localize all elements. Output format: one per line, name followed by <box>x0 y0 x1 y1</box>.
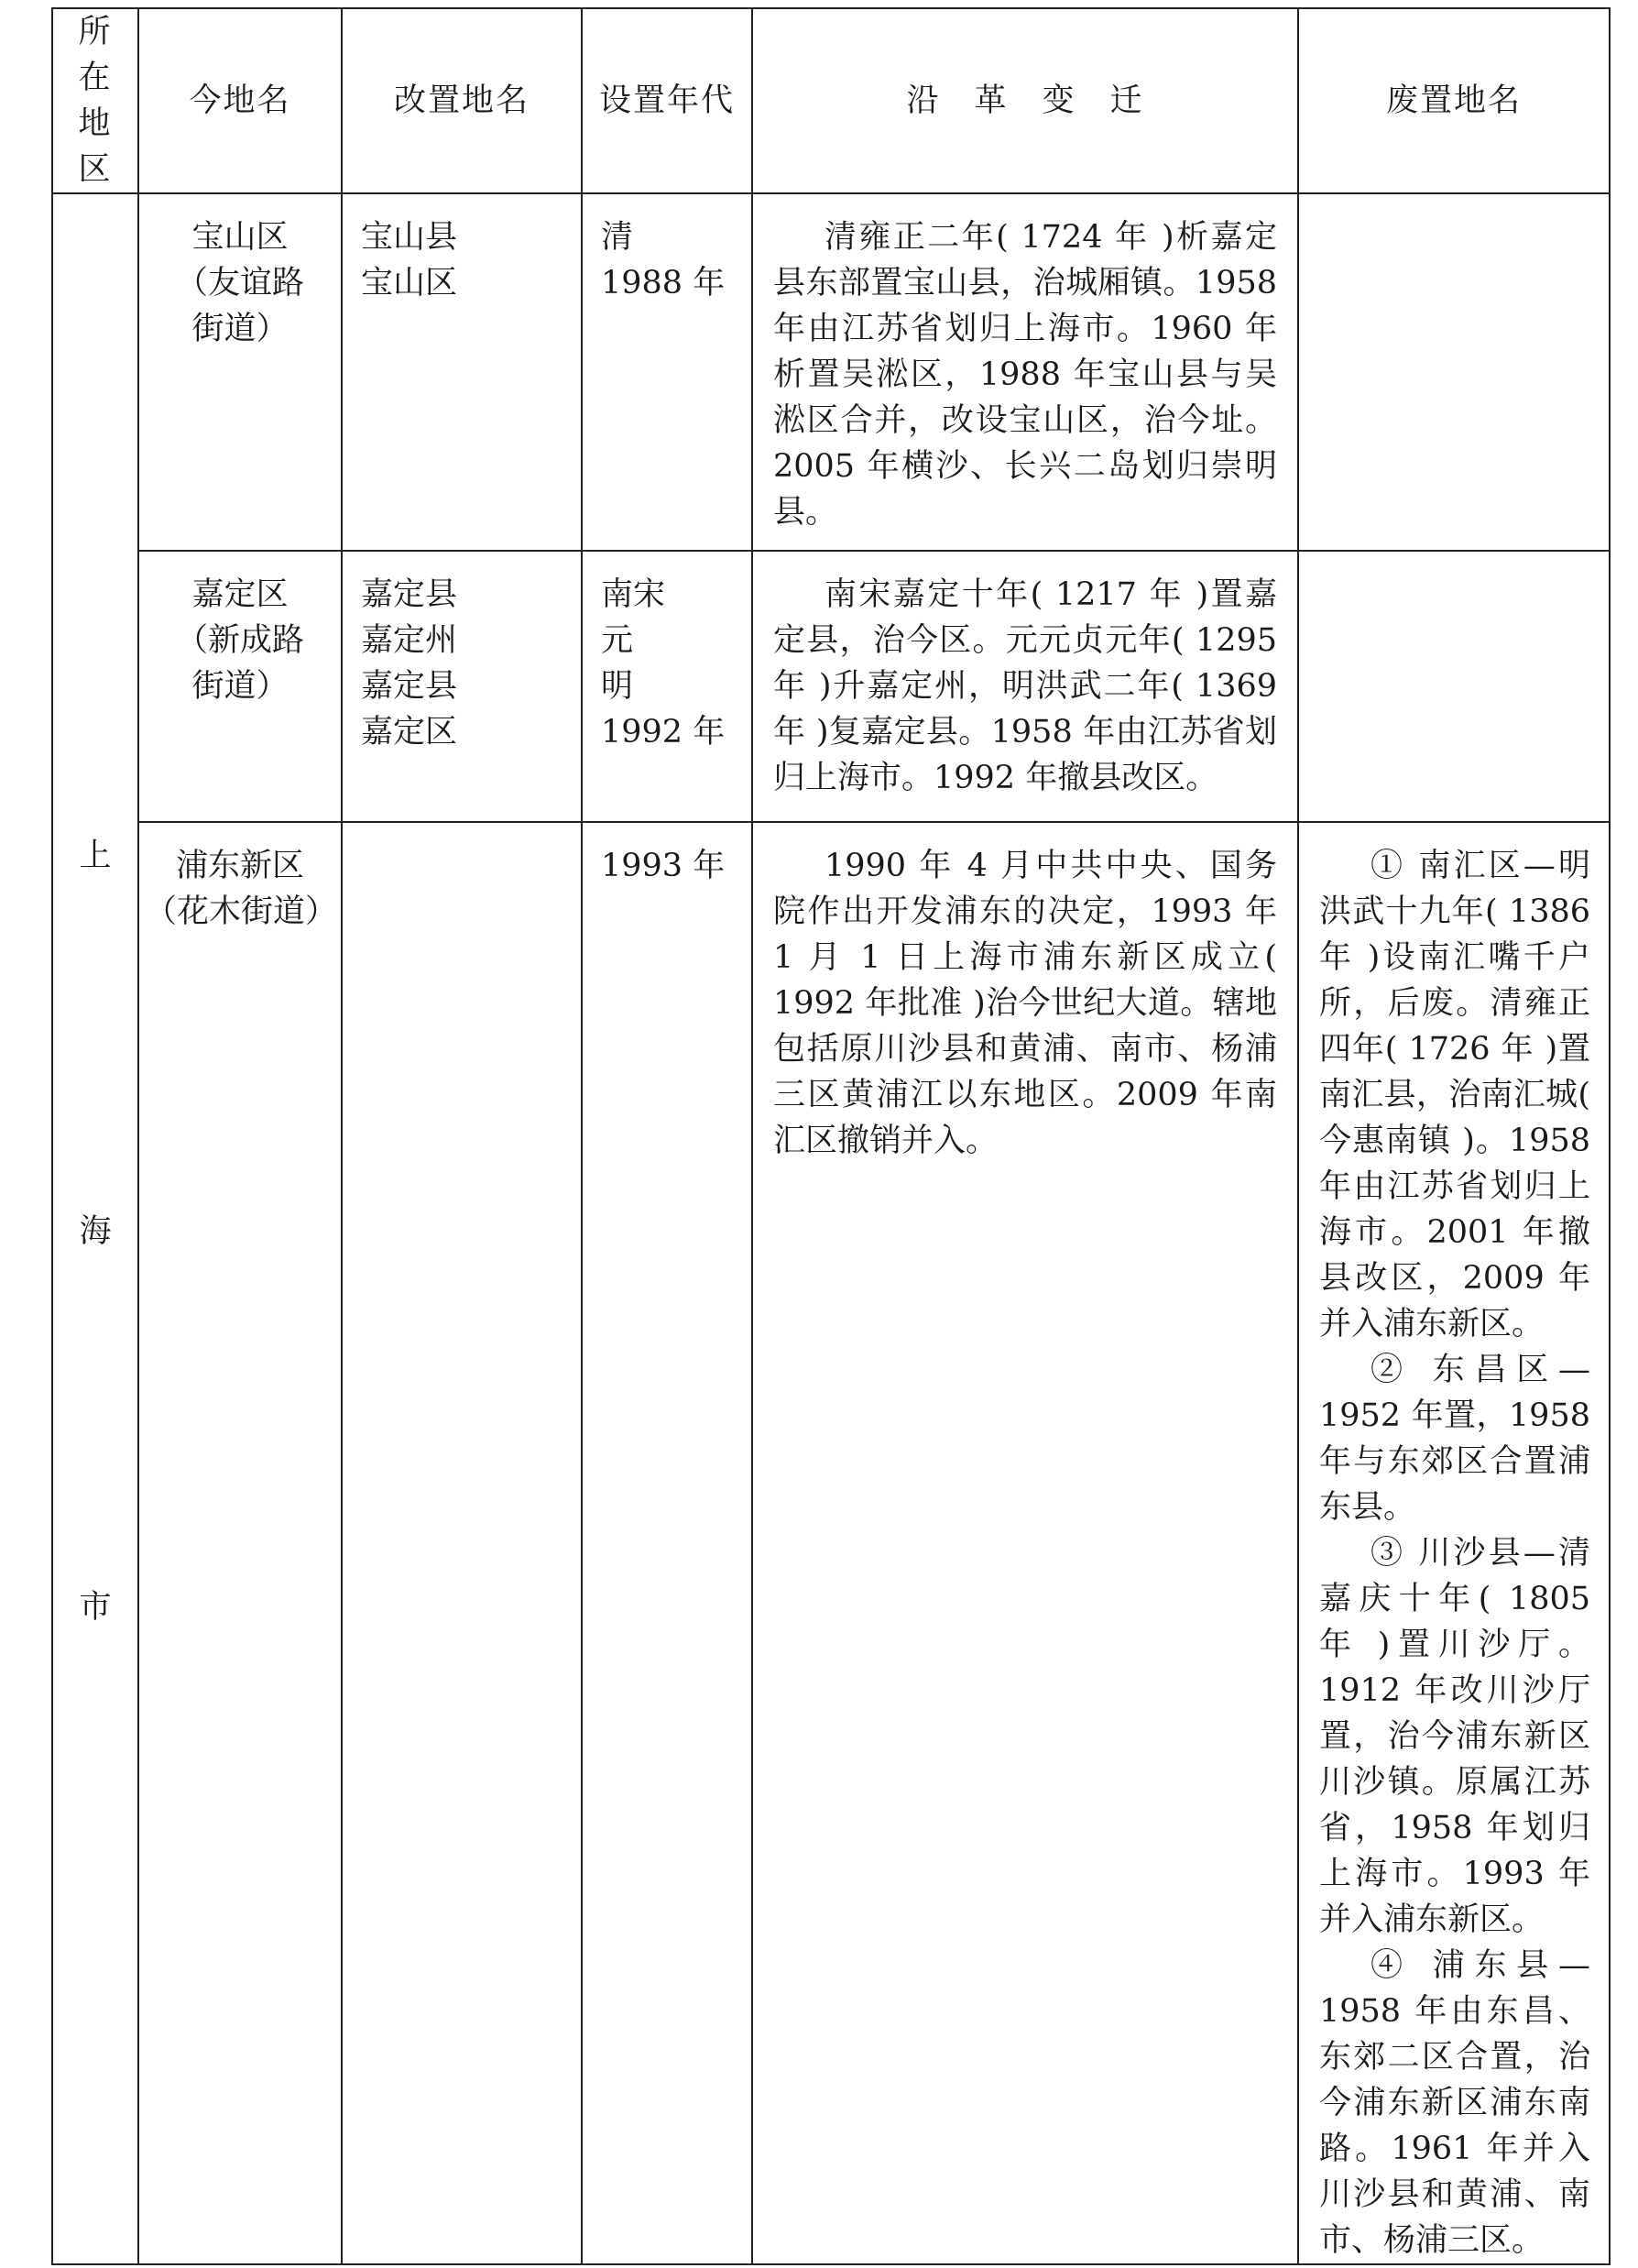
current-name-cell: 宝山区 （友谊路 街道） <box>138 193 342 551</box>
header-abolished-name: 废置地名 <box>1298 8 1610 193</box>
current-name-cell: 嘉定区 （新成路 街道） <box>138 551 342 822</box>
region-char: 上 <box>79 838 112 874</box>
table-row <box>52 551 1610 822</box>
abolished-name-cell <box>1298 193 1610 551</box>
table-row <box>52 193 1610 551</box>
abolished-entry-pudong-county: ④ 浦东县—1958 年由东昌、东郊二区合置，治今浦东新区浦东南路。1961 年并入川沙县和黄浦、南市、杨浦三区。 <box>1319 1947 1590 2259</box>
region-cell <box>52 193 138 2264</box>
abolished-name-cell <box>1298 822 1610 2264</box>
header-year-set: 设置年代 <box>582 8 752 193</box>
history-cell: 清雍正二年( 1724 年 )析嘉定县东部置宝山县，治城厢镇。1958 年由江苏省划归上海市。1960 年析置吴淞区，1988 年宝山县与吴淞区合并，改设宝山区，治今址。2005 年横沙、长兴二岛划归崇明县。 <box>752 193 1298 551</box>
history-cell: 南宋嘉定十年( 1217 年 )置嘉定县，治今区。元元贞元年( 1295 年 )升嘉定州，明洪武二年( 1369 年 )复嘉定县。1958 年由江苏省划归上海市。1992 年撤县改区。 <box>752 551 1298 822</box>
changed-name-cell: 嘉定县 嘉定州 嘉定县 嘉定区 <box>342 551 582 822</box>
header-region: 所在地区 <box>52 8 138 193</box>
abolished-entry-chuansha: ③ 川沙县—清嘉庆十年( 1805 年 )置川沙厅。1912 年改川沙厅置，治今浦东新区川沙镇。原属江苏省，1958 年划归上海市。1993 年并入浦东新区。 <box>1319 1535 1590 1938</box>
header-history: 沿 革 变 迁 <box>752 8 1298 193</box>
year-set-cell: 1993 年 <box>582 822 752 2264</box>
place-name-history-table <box>51 7 1611 2265</box>
changed-name-cell: 宝山县 宝山区 <box>342 193 582 551</box>
region-char: 海 <box>79 1213 112 1250</box>
year-set-cell: 南宋 元 明 1992 年 <box>582 551 752 822</box>
table-row <box>52 822 1610 2264</box>
abolished-name-cell <box>1298 551 1610 822</box>
gazetteer-table-frame <box>51 7 1609 2259</box>
header-changed-name: 改置地名 <box>342 8 582 193</box>
table-header-row <box>52 8 1610 193</box>
current-name-cell: 浦东新区 （花木街道） <box>138 822 342 2264</box>
region-char: 市 <box>79 1589 112 1626</box>
abolished-entry-dongchang: ② 东昌区—1952 年置，1958 年与东郊区合置浦东县。 <box>1319 1352 1590 1526</box>
header-current-name: 今地名 <box>138 8 342 193</box>
year-set-cell: 清 1988 年 <box>582 193 752 551</box>
changed-name-cell <box>342 822 582 2264</box>
history-cell: 1990 年 4 月中共中央、国务院作出开发浦东的决定，1993 年 1 月 1 日上海市浦东新区成立( 1992 年批准 )治今世纪大道。辖地包括原川沙县和黄浦、南市、杨浦三区黄浦江以东地区。2009 年南汇区撤销并入。 <box>752 822 1298 2264</box>
abolished-entry-nanhui: ① 南汇区—明洪武十九年( 1386 年 )设南汇嘴千户所，后废。清雍正四年( 1726 年 )置南汇县，治南汇城( 今惠南镇 )。1958 年由江苏省划归上海市。2001 年撤县改区，2009 年并入浦东新区。 <box>1319 848 1590 1342</box>
